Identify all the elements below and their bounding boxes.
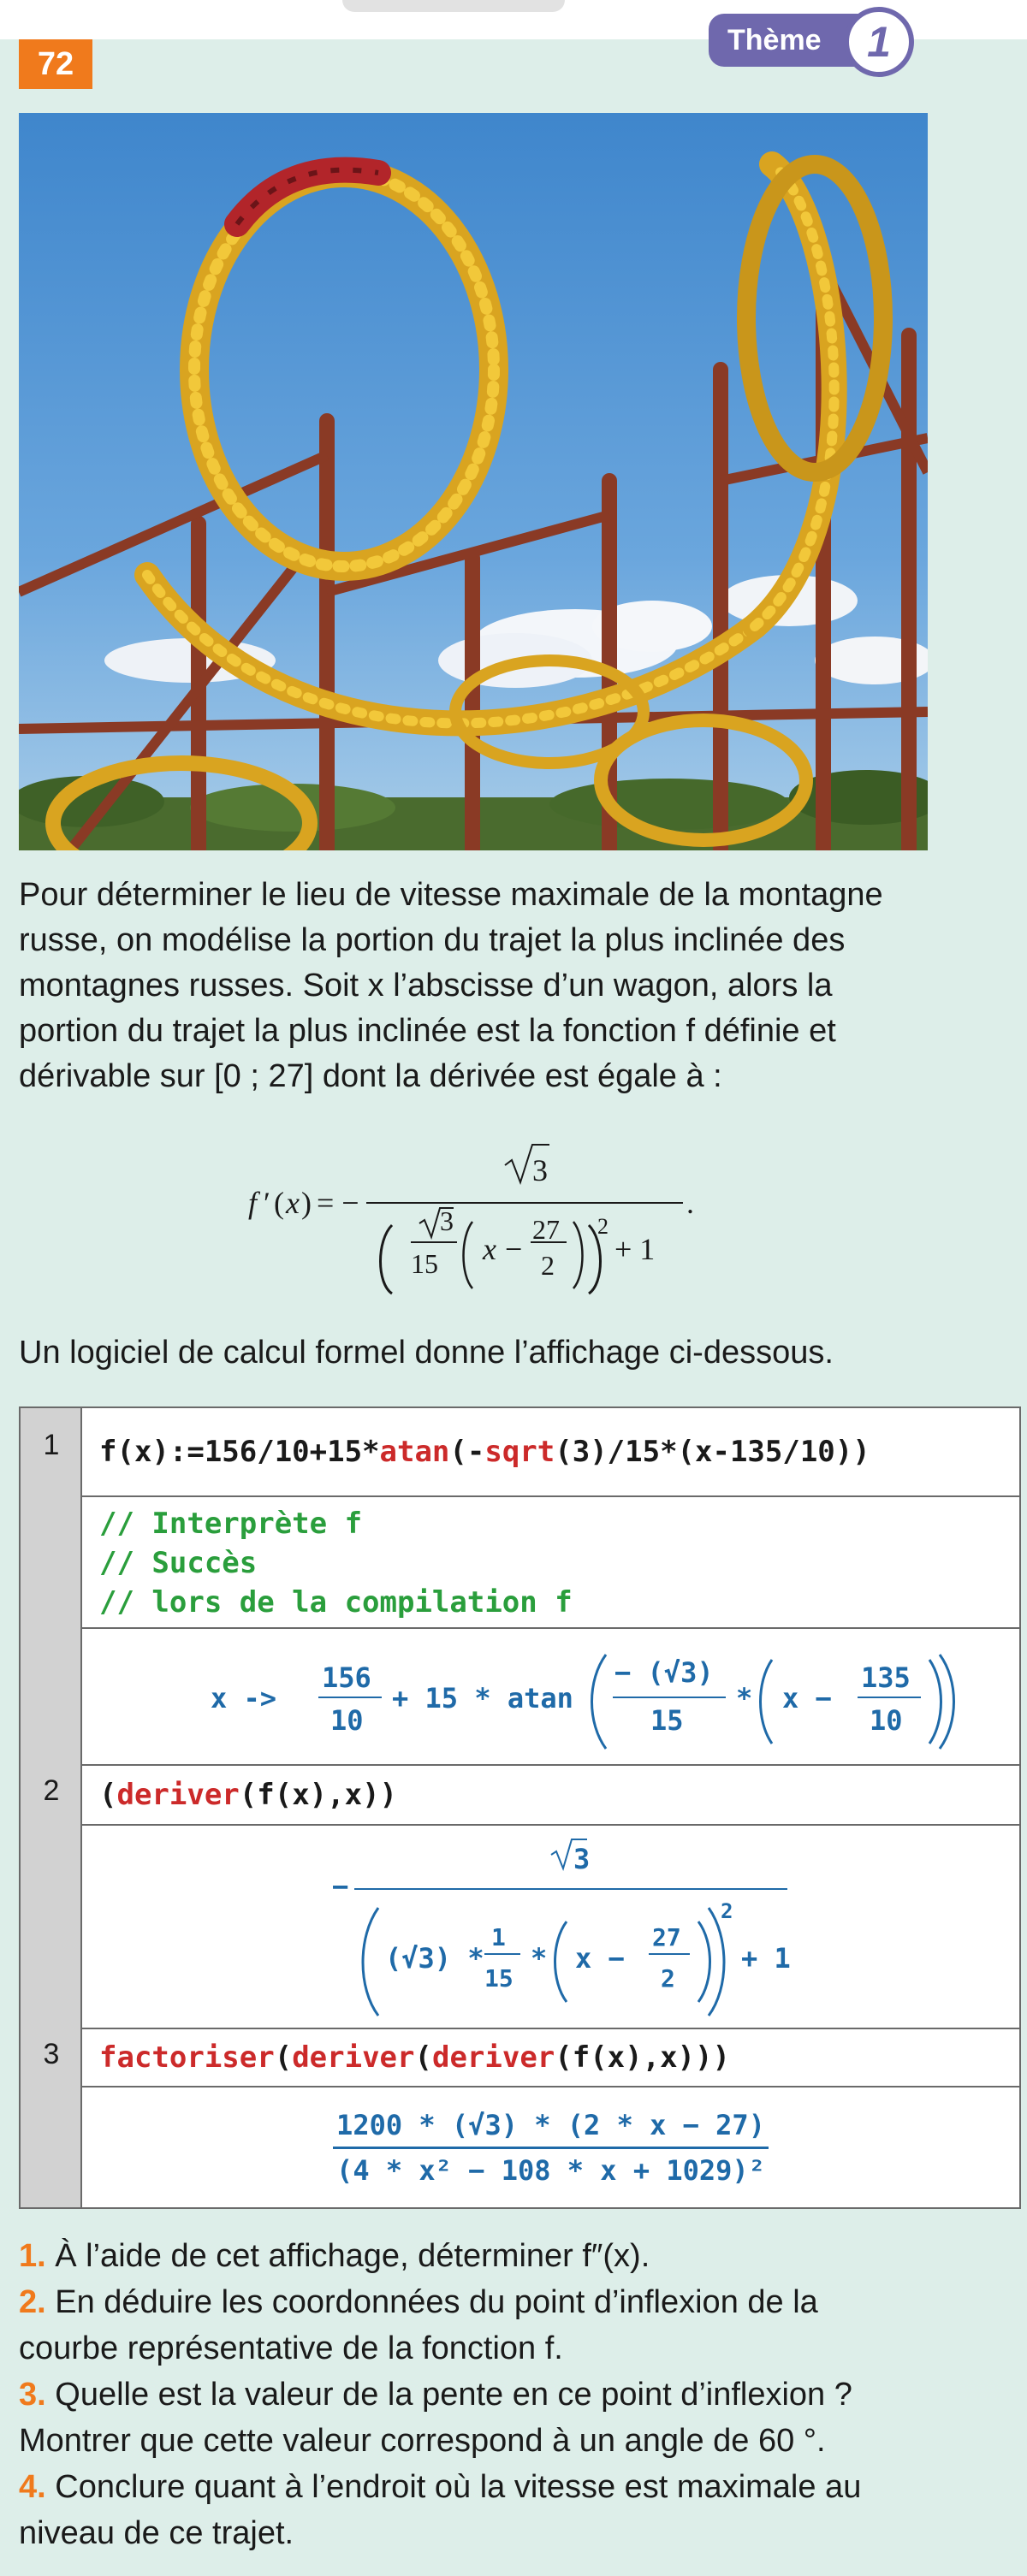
question-number: 1.	[19, 2238, 46, 2274]
svg-text:3: 3	[440, 1205, 454, 1236]
question-line	[19, 2233, 935, 2279]
svg-text:3: 3	[573, 1843, 591, 1875]
cas-code: (	[274, 2040, 293, 2075]
question-line	[19, 2325, 935, 2372]
cas-output-2	[82, 1826, 1019, 2029]
cas-code: (f(x),x)))	[555, 2040, 730, 2075]
svg-text:− (√3): − (√3)	[614, 1656, 714, 1689]
question-number: 3.	[19, 2377, 46, 2413]
svg-text:x: x	[286, 1186, 300, 1220]
cas-line-number: 3	[43, 2038, 60, 2070]
cas-code: (f(x),x))	[239, 1778, 398, 1812]
cas-code: (3)/15*(x-135/10))	[555, 1435, 870, 1469]
theme-label: Thème	[709, 14, 880, 67]
cas-keyword: factoriser	[99, 2040, 275, 2075]
theme-badge	[709, 7, 924, 77]
svg-text:2: 2	[541, 1250, 555, 1281]
question-line	[19, 2510, 935, 2556]
cas-line-number: 2	[43, 1774, 60, 1807]
intro-line: portion du trajet la plus inclinée est la fonction f définie et	[19, 1013, 836, 1049]
intro-line: montagnes russes. Soit x l’abscisse d’un wagon, alors la	[19, 968, 833, 1004]
svg-text:135: 135	[861, 1661, 911, 1694]
svg-text:+ 1: + 1	[614, 1232, 656, 1266]
svg-text:+ 15 * atan: + 15 * atan	[392, 1682, 573, 1714]
svg-text:2: 2	[661, 1964, 675, 1993]
svg-text:27: 27	[532, 1214, 560, 1245]
cas-comment-line: // Succès	[99, 1546, 258, 1580]
cas-display	[19, 1406, 1021, 2209]
intro-line: russe, on modélise la portion du trajet la plus inclinée des	[19, 922, 846, 958]
cas-input-2	[82, 1766, 1019, 1826]
software-sentence: Un logiciel de calcul formel donne l’affichage ci-dessous.	[19, 1335, 834, 1371]
derivative-formula	[248, 1112, 727, 1296]
cas-input-3	[82, 2029, 1019, 2087]
cas-fraction-numerator: 1200 * (√3) * (2 * x − 27)	[333, 2109, 769, 2149]
question-text: À l’aide de cet affichage, déterminer f″(x).	[55, 2238, 650, 2274]
theme-number: 1	[844, 7, 914, 77]
cas-input-1	[82, 1408, 1019, 1497]
cas-code: (	[99, 1778, 117, 1812]
cas-keyword: sqrt	[484, 1435, 555, 1469]
cas-comment-line: // Interprète f	[99, 1507, 363, 1541]
cas-code: f(x):=156/10+15*	[99, 1435, 380, 1469]
svg-text:15: 15	[484, 1964, 514, 1993]
question-number: 2.	[19, 2284, 46, 2320]
cas-fraction-denominator: (4 * x² − 108 * x + 1029)²	[336, 2153, 765, 2187]
svg-text:3: 3	[532, 1153, 548, 1187]
svg-text:1: 1	[491, 1923, 506, 1951]
svg-text:10: 10	[870, 1704, 903, 1737]
svg-text:x −: x −	[782, 1682, 832, 1714]
cas-line-number: 1	[43, 1429, 60, 1461]
cas-keyword: deriver	[116, 1778, 240, 1812]
cas-keyword: atan	[379, 1435, 450, 1469]
top-shadow	[342, 0, 565, 12]
svg-text:*: *	[736, 1682, 753, 1714]
cas-comment-block	[82, 1497, 1019, 1629]
questions-list	[19, 2233, 935, 2556]
intro-line: dérivable sur [0 ; 27] dont la dérivée est égale à :	[19, 1058, 722, 1094]
svg-text:27: 27	[652, 1923, 681, 1951]
cas-output-1	[82, 1629, 1019, 1766]
svg-text:15: 15	[411, 1248, 438, 1279]
question-line	[19, 2464, 935, 2510]
svg-text:*: *	[531, 1942, 548, 1975]
svg-text:−: −	[505, 1232, 523, 1266]
question-text: niveau de ce trajet.	[19, 2515, 294, 2551]
cas-comment-line: // lors de la compilation f	[99, 1585, 573, 1620]
question-text: Quelle est la valeur de la pente en ce point d’inflexion ?	[55, 2377, 852, 2413]
intro-paragraph	[19, 873, 926, 1099]
svg-text:x: x	[483, 1232, 496, 1266]
cas-code: (-	[449, 1435, 485, 1469]
question-line	[19, 2372, 935, 2418]
question-text: courbe représentative de la fonction f.	[19, 2330, 563, 2366]
exercise-number-badge: 72	[19, 39, 92, 89]
svg-text:′: ′	[264, 1186, 270, 1220]
intro-line: Pour déterminer le lieu de vitesse maximale de la montagne	[19, 877, 883, 913]
svg-text:−: −	[332, 1870, 349, 1903]
cas-output-3	[82, 2087, 1019, 2207]
question-text: En déduire les coordonnées du point d’inflexion de la	[55, 2284, 818, 2320]
svg-text:15: 15	[650, 1704, 684, 1737]
svg-text:= −: = −	[317, 1186, 359, 1220]
svg-text:(: (	[274, 1186, 284, 1220]
question-line	[19, 2279, 935, 2325]
svg-text:10: 10	[330, 1704, 364, 1737]
svg-text:156: 156	[322, 1661, 371, 1694]
question-text: Montrer que cette valeur correspond à un angle de 60 °.	[19, 2423, 826, 2459]
cas-line-number-column	[21, 1408, 82, 2207]
roller-coaster-photo	[19, 113, 928, 850]
question-line	[19, 2418, 935, 2464]
svg-text:x −: x −	[575, 1942, 625, 1975]
cas-keyword: deriver	[431, 2040, 555, 2075]
cas-code: (	[414, 2040, 432, 2075]
svg-text:(√3) *: (√3) *	[385, 1942, 484, 1975]
question-number: 4.	[19, 2469, 46, 2505]
svg-text:f: f	[248, 1186, 258, 1220]
svg-text:): )	[301, 1186, 312, 1220]
cas-keyword: deriver	[292, 2040, 415, 2075]
question-text: Conclure quant à l’endroit où la vitesse est maximale au	[55, 2469, 862, 2505]
svg-text:2: 2	[597, 1214, 608, 1239]
svg-text:2: 2	[721, 1899, 733, 1923]
svg-text:+ 1: + 1	[741, 1942, 791, 1975]
svg-text:.: .	[686, 1186, 694, 1220]
svg-text:x ->: x ->	[211, 1682, 277, 1714]
